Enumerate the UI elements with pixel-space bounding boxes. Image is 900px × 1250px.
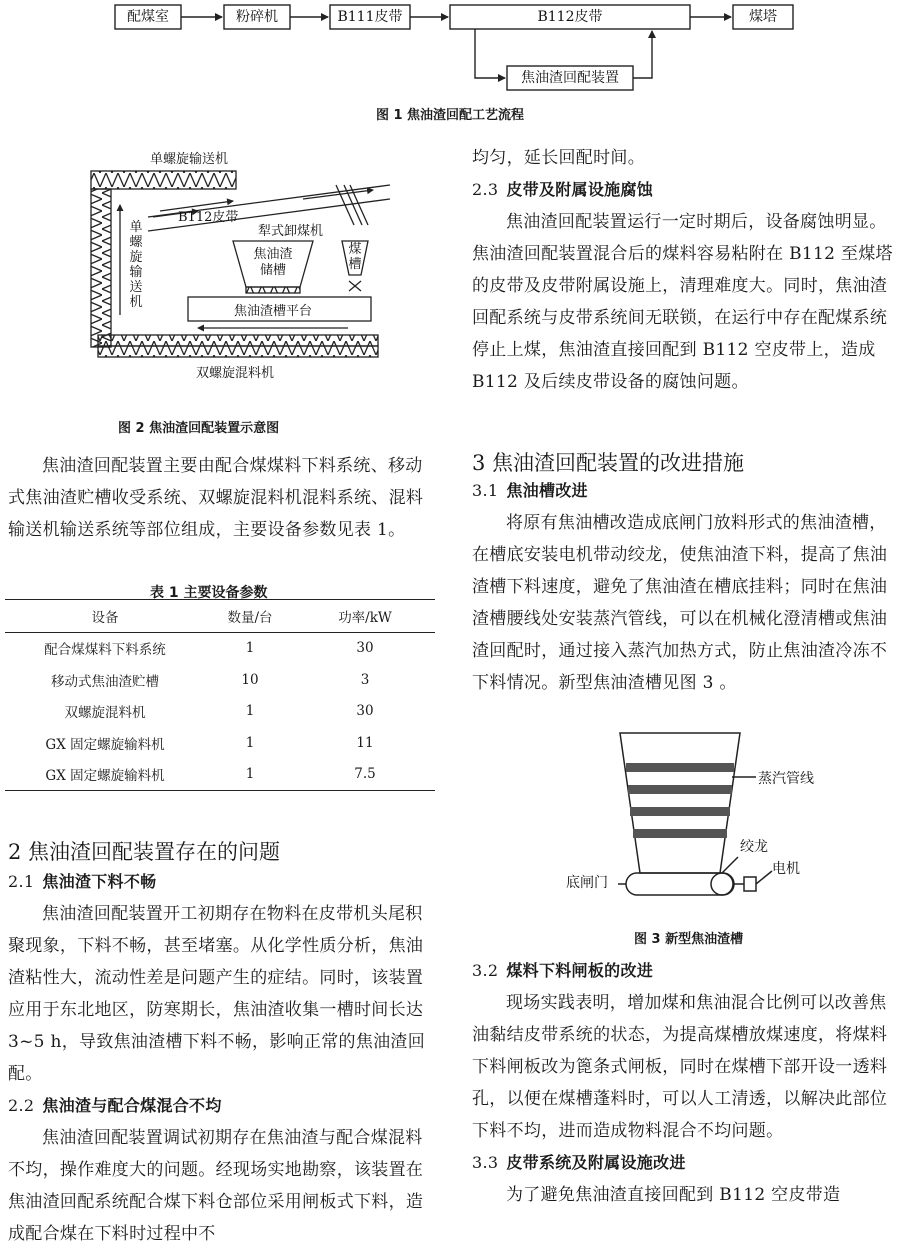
label-plow: 犁式卸煤机	[258, 224, 324, 239]
col-header-device: 设备	[91, 609, 119, 626]
table-cell: GX 固定螺旋输料机	[45, 768, 165, 785]
node-meita: 煤塔	[749, 9, 777, 25]
left-sections	[8, 866, 436, 1250]
right-mid-sections	[472, 475, 897, 699]
node-peimeishi: 配煤室	[127, 9, 169, 25]
node-huipei: 焦油渣回配装置	[521, 70, 619, 86]
col-header-power: 功率/kW	[338, 609, 392, 626]
table-cell: 7.5	[354, 766, 376, 783]
subsection-2-1-text: 焦油渣回配装置开工初期存在物料在皮带机头尾积聚现象，下料不畅，甚至堵塞。从化学性质分析，焦油渣粘性大，流动性差是问题产生的症结。同时，该装置应用于东北地区，防寒期长，焦油渣收集一槽时间长达 3~5 h，导致焦油渣槽下料不畅，影响正常的焦油渣回配。	[8, 904, 426, 1084]
subsection-2-3-text: 焦油渣回配装置运行一定时期后，设备腐蚀明显。焦油渣回配装置混合后的煤料容易粘附在 B112 至煤塔的皮带及皮带附属设施上，清理难度大。同时，焦油渣回配系统与皮带系统间无联锁，在运行中存在配煤系统停止上煤，焦油渣直接回配到 B112 空皮带上，造成 B112 及后续皮带设备的腐蚀问题。	[472, 212, 893, 392]
table-cell: 1	[245, 703, 255, 720]
right-bottom-sections	[472, 955, 897, 1211]
subsection-3-3-heading: 3.3 皮带系统及附属设施改进	[472, 1153, 686, 1172]
figure-3-caption: 图 3 新型焦油渣槽	[634, 932, 744, 947]
table-cell: 配合煤煤料下料系统	[44, 642, 166, 659]
label-auger: 绞龙	[740, 839, 768, 855]
label-top-screw: 单螺旋输送机	[150, 152, 229, 167]
left-intro	[8, 450, 436, 546]
table-1-title: 表 1 主要设备参数	[150, 585, 268, 601]
subsection-3-1-text: 将原有焦油槽改造成底闸门放料形式的焦油渣槽，在槽底安装电机带动绞龙，使焦油渣下料，提高了焦油渣槽下料速度，避免了焦油渣在槽底挂料；同时在焦油渣槽腰线处安装蒸汽管线，可以在机械化澄清槽或焦油渣回配时，通过接入蒸汽加热方式，防止焦油渣冷冻不下料情况。新型焦油渣槽见图 3 。	[472, 513, 888, 693]
label-mixer: 双螺旋混料机	[196, 366, 275, 381]
table-row	[5, 759, 435, 791]
table-cell: 3	[360, 671, 370, 688]
table-cell: GX 固定螺旋输料机	[45, 736, 165, 753]
subsection-2-3-heading: 2.3 皮带及附属设施腐蚀	[472, 180, 654, 199]
table-cell: 30	[356, 640, 374, 657]
table-1	[5, 599, 435, 791]
subsection-2-2-text: 焦油渣回配装置调试初期存在焦油渣与配合煤混料不均，操作难度大的问题。经现场实地勘察，该装置在焦油渣回配系统配合煤下料仓部位采用闸板式下料，造成配合煤在下料时过程中不	[8, 1128, 424, 1244]
figure-1-caption: 图 1 焦油渣回配工艺流程	[375, 108, 525, 123]
steam-pipe	[626, 763, 734, 772]
table-cell: 1	[245, 734, 255, 751]
steam-pipe	[630, 807, 730, 816]
table-cell: 30	[356, 703, 374, 720]
figure-2-diagram	[88, 145, 398, 395]
label-belt: B112皮带	[178, 210, 239, 225]
table-cell: 1	[245, 766, 255, 783]
steam-pipe	[633, 829, 727, 838]
label-platform: 焦油渣槽平台	[234, 304, 313, 319]
subsection-2-2-heading: 2.2 焦油渣与配合煤混合不均	[8, 1096, 222, 1115]
label-motor: 电机	[772, 861, 800, 877]
label-coal-trough: 煤槽	[348, 242, 362, 272]
node-b111: B111皮带	[337, 9, 403, 25]
subsection-3-3-text: 为了避免焦油渣直接回配到 B112 空皮带造	[506, 1185, 841, 1205]
table-row	[5, 696, 435, 728]
label-side-screw: 单螺旋输送机	[129, 220, 143, 310]
figure-3-diagram	[560, 725, 840, 915]
table-cell: 移动式焦油渣贮槽	[51, 673, 159, 690]
steam-pipe	[628, 785, 732, 794]
label-steam-pipe: 蒸汽管线	[758, 771, 814, 787]
table-cell: 10	[241, 671, 259, 688]
table-row	[5, 632, 435, 664]
table-row	[5, 664, 435, 696]
table-cell: 1	[245, 640, 255, 657]
table-row	[5, 727, 435, 759]
node-fensuiji: 粉碎机	[236, 9, 278, 25]
subsection-3-1-heading: 3.1 焦油槽改进	[472, 481, 588, 500]
section-2-heading: 2 焦油渣回配装置存在的问题	[8, 840, 281, 864]
table-cell: 11	[356, 734, 374, 751]
section-3-heading: 3 焦油渣回配装置的改进措施	[472, 451, 745, 475]
continued-text: 均匀，延长回配时间。	[472, 148, 645, 168]
subsection-3-2-heading: 3.2 煤料下料闸板的改进	[472, 961, 654, 980]
table-cell: 双螺旋混料机	[64, 705, 146, 722]
label-tank: 焦油渣储槽	[253, 247, 293, 278]
figure-1-flowchart	[100, 0, 820, 100]
subsection-3-2-text: 现场实践表明，增加煤和焦油混合比例可以改善焦油黏结皮带系统的状态，为提高煤槽放煤速度，将煤料下料闸板改为篦条式闸板，同时在煤槽下部开设一透料孔，以便在煤槽蓬料时，可以人工清透，以解决此部位下料不均，进而造成物料混合不均问题。	[472, 993, 888, 1141]
node-b112: B112皮带	[537, 9, 603, 25]
col-header-qty: 数量/台	[227, 609, 273, 626]
figure-2-caption: 图 2 焦油渣回配装置示意图	[118, 421, 280, 436]
intro-paragraph: 焦油渣回配装置主要由配合煤煤料下料系统、移动式焦油渣贮槽收受系统、双螺旋混料机混料系统、混料输送机输送系统等部位组成，主要设备参数见表 1。	[8, 456, 424, 540]
label-gate: 底闸门	[566, 875, 608, 891]
right-top-sections	[472, 142, 897, 398]
subsection-2-1-heading: 2.1 焦油渣下料不畅	[8, 872, 157, 891]
